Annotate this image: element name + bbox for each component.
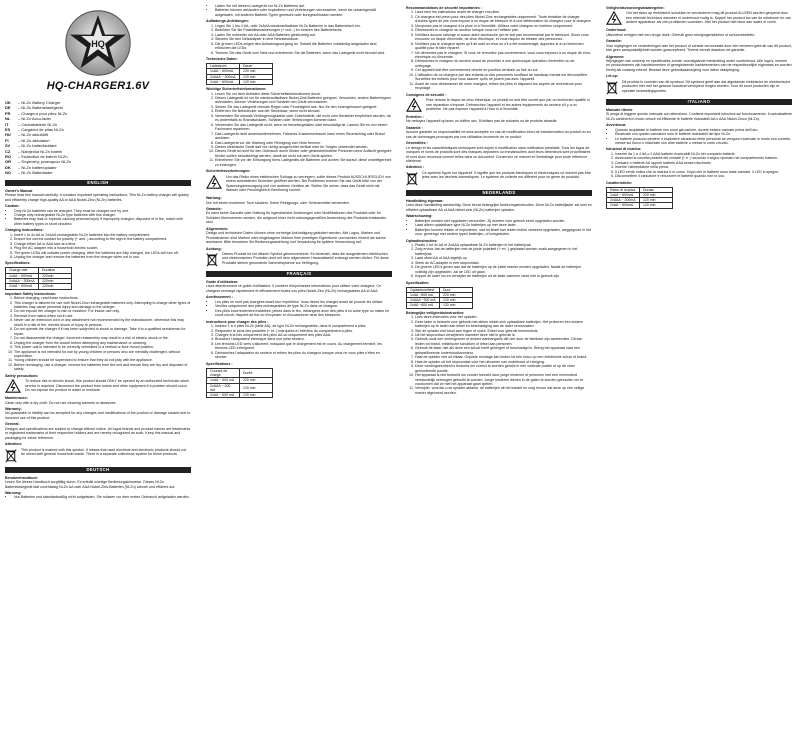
table-cell: Duration [39,268,72,273]
list-item: 3. Do not expose the charger to rain or moisture. For indoor use only. [14,309,191,313]
deutsch-warranty-heading: Garantie: [206,206,222,211]
language-title: Nabíječka Ni-Zn baterií [21,148,63,154]
list-item: 1. Plaats 1 tot 4x AA of 2xAAA oplaadbare Ni-Zn batterijen in het batterijvak. [415,243,592,247]
list-item: 2. Respectez le sens des polarités (+ et -) marquées à l'intérieur du compartiment à piles. [215,329,392,333]
italiano-charging-list [606,152,792,179]
language-title: Ni-Zn batterioplader [21,164,57,170]
language-code: NO [5,170,11,176]
english-maint-text: Clean only with a dry cloth. Do not use cleaning solvents or abrasives. [5,400,117,405]
english-attention-heading: Attention: [5,442,22,447]
list-item: 1. Before charging, read these instructions. [14,296,191,300]
nederlands-safety-heading: Belangrijke veiligheidsinstructies: [406,310,465,315]
list-item: 5. The green LEDs will indicate power charging. After the batteries are fully charged, the LEDs will turn off. [14,251,191,255]
list-item: 8. Unplug the charger from the socket before attempting any maintenance or cleaning. [14,341,191,345]
language-item: RO – Încărcător de baterii Ni-Zn [5,154,68,160]
list-item: 4. Steek de AC-adapter in een stopcontact. [415,261,592,265]
list-item: • Batteries may leak or explode causing personal injury if improperly charged, disposed of in fire, mixed with other battery types or short circuited. [14,217,191,226]
list-item: 10. Dieses Gerät ist nicht für den Gebrauch durch Kinder oder geistesbehinderte Personen ohne Aufsicht geeignet. Kinder sollten beaufsichtigt werden, damit sie nicht mit dem Gerät spielen. [215,149,392,158]
language-item: FI – Ni-Zn-akkulaturi [5,137,50,143]
list-item: 2. Ensure the correct contact for polarity (+ and -) according to the sign in the battery compartment. [14,237,191,241]
nederlands-manual-heading: Handleiding eigenaar: [406,198,444,203]
column-2 [206,4,392,726]
francais-maint-text: Ne nettoyez l'appareil qu'avec un chiffon sec. N'utilisez pas de solvants ou de produits abrasifs. [406,119,558,124]
list-item: 5. De groene LED's geven aan dat de batterijen op de juiste manier worden opgeladen. Nadat de batterijen volledig zijn opgeladen, zal de LED uit gaan. [415,265,592,274]
francais-charging-list [206,324,392,360]
table-cell: 120min [39,284,72,289]
table-cell: 2xAAA ~ 300mA [207,74,240,79]
language-item: UK – Ni-Zn Battery Charger [5,100,61,105]
francais-caution-list [206,300,392,318]
language-code: RO [5,154,11,160]
language-code: DE [5,105,11,111]
list-item: 3. Laden Sie entweder nur AA oder AAA Batterien gleichzeitig auf. [215,33,392,37]
deutsch-caution-list-cont [206,4,392,17]
deutsch-safety-list [206,92,392,168]
list-item: • Laden Sie mit diesem Ladegerät nur Ni-Zn Batterien auf. [215,4,392,8]
table-cell: 2xAA ~ 600mA [607,203,640,208]
italiano-spec-heading: Caratteristiche: [606,180,633,185]
table-cell: 1xAA ~ 600mA [6,273,39,278]
list-item: 6. Disconnettere il caricatore e rimuovere le batterie quando non in uso. [615,174,792,178]
list-item: 7. Das Ladegerät nicht auseinandernehmen. Falsches Zusammenbauen kann einen Stromschlag oder Brand auslösen. [215,132,392,141]
electric-warning-icon [406,98,422,112]
electric-warning-icon [606,11,622,25]
deutsch-attention-block [206,252,392,267]
list-item: 3. Charge either AA or AAA size at a time. [14,242,191,246]
francais-warning-block [406,98,592,113]
list-item: 5. N'utilisez aucune rallonge ni aucun autre accessoire qui ne soit pas recommandé par le fabricant. Sinon vous encourez un risque d'incendie, de choc électrique, et vous risquez de blesser des personnes. [415,33,592,42]
francais-warning-text: Pour réduire le risque de choc électrique, ce produit ne doit être ouvert que par un technicien qualifié si une réparation s'impose. Débranchez l'appareil et les autres équipements du secteur s'il y a un problème. Ne pas exposer l'appareil à l'eau ni à l'humidité. [426,98,590,111]
table-row [6,284,72,289]
table-cell: Duur [440,287,473,292]
list-item: 4. Branchez l'adaptateur électrique dans une prise secteur. [215,337,392,341]
table-cell: 2xAA ~ 600mA [207,79,240,84]
list-item: 2. Dieses Ladegerät ist nur für wiederaufladbare Nickel-Zink Batterien geeignet. Versuchen, andere Batterietypen aufzuladen, können Verletzungen und Schäden am Gerät verursachen. [215,96,392,105]
list-item: 4. Uit het stopcontact verwijderen wanneer deze niet in gebruik is. [415,333,592,337]
language-item: NL – Ni-Zn Accu-lader [5,116,52,122]
list-item: 5. Verwenden Sie niemals Verlängerungskabel oder Zubehörteile, die nicht vom Hersteller empfohlen wurden, da es andernfalls zu Brandschäden, Schäden oder Verletzungen kommen kann. [215,114,392,123]
list-item: • Ricaricate con questo caricatore solo le batterie ricaricabili del tipo Ni-Zn. [615,132,792,136]
column-1 [5,4,191,726]
language-code: SV [5,143,11,149]
list-item: • Veuillez uniquement des piles rechargeables de type Ni-Zn dans ce chargeur. [215,304,392,308]
nederlands-warning-block [606,11,792,26]
table-cell: 120 min [240,79,273,84]
language-code: GR [5,159,11,165]
list-item: 1. Lees deze instructies vóór het opladen. [415,315,592,319]
language-code: FR [5,110,11,116]
italiano-caution-heading: Avvertenza: [606,123,627,128]
english-manual-heading: Owner's Manual [5,188,33,193]
table-row [207,368,273,378]
nederlands-spec-table [406,287,473,309]
list-item: 5. Die grünen LEDs zeigen den Aufladungsvorgang an. Sobald die Batterien vollständig aufgeladen sind, erlöschen die LEDs. [215,42,392,51]
nederlands-caution-list [406,219,592,237]
deutsch-warning-heading: Sicherheitsvorkehrungen: [206,169,251,174]
section-bar-francais: FRANÇAIS [206,271,392,277]
language-item: DE – Ni-Zn Batterieladegerät [5,105,63,111]
francais-general-heading: Généralités : [406,141,428,146]
list-item: 1. Inserire da 1 a 4 AA o 2 AAA batterie ricaricabili Ni-Zn nel comparto batterie. [615,152,792,156]
table-cell: Charge rate [6,268,39,273]
table-cell: Courant de charge [207,368,240,378]
deutsch-maint-text: Nur mit einem trockenen Tuch säubern. Keine Reinigungs- oder Scheuermittel verwenden. [206,200,351,205]
list-item: 7. Haal de oplader niet uit elkaar. Onjuiste montage kan leiden tot een risico op een elektrische schok of brand. [415,355,592,359]
english-warning-block [5,379,191,394]
francais-warning-heading: Consignes de sécurité : [406,92,447,97]
list-item: 3. Laad ofwel AA of AAA tegelijk op. [415,256,592,260]
francais-manual-text: Lisez attentivement ce guide d'utilisateur. Il contient d'importantes informations pour utiliser votre chargeur. Ce chargeur recharge rapidement et efficacement toutes vos piles Nickel-Zinc (Ni-Zn) rechargeables AA et AAA. [206,284,381,293]
nederlands-attention-block [606,80,792,95]
english-warranty-heading: Warranty: [5,407,22,411]
electric-warning-icon [206,175,222,189]
language-title: Ni-Zn Accu-lader [21,116,52,122]
language-code: NL [5,116,11,122]
table-cell: Ladestrom [207,63,240,68]
language-title: Încărcător de baterii Ni-Zn [21,154,68,160]
language-code: HU [5,132,11,138]
list-item: 3. Caricare o batterie AA oppure batterie AAA senza mischiarle. [615,161,792,165]
table-cell: 120 min [240,74,273,79]
language-title: Ni-Zn akkutöltő [21,132,49,138]
table-cell: Durata [640,187,673,192]
table-cell: 220 min [240,378,273,383]
list-item: 6. N'utilisez pas le chargeur après qu'il ait subi un choc ou s'il a été endommagé. Apportez-le à un technicien qualifié pour le faire réparer. [415,42,592,51]
list-item: 1. Lesen Sie vor dem Aufladen diese Sicherheitsinformationen durch. [215,92,392,96]
list-item: 3. Stel de oplader niet bloot aan regen of vocht. Enkel voor gebruik binnenshuis. [415,329,592,333]
english-attention-block [5,448,191,463]
list-item: 6. Gebruik de lader niet als deze een schok heeft gekregen of beschadigd is. Breng het apparaat naar een gekwalificeerde onderhoudsmonteur. [415,346,592,355]
nederlands-spec-heading: Specificaties: [406,280,430,285]
column-3 [406,4,592,726]
table-cell: Oplaadsnelheid [407,287,440,292]
deutsch-spec-heading: Technische Daten: [206,56,238,61]
list-item: 8. Das Ladegerät vor der Wartung oder Reinigung vom Netz trennen. [215,141,392,145]
table-cell: 2xAA ~ 600mA [6,284,39,289]
list-item: 5. Les témoins LED verts s'allument, indiquant que le chargement est en cours. Au chargement terminé, les témoins LED s'éteignent. [215,342,392,351]
table-cell: 2xAA ~600 mA [407,303,440,308]
list-item: • Les piles ne sont pas chargées avant leur expédition. Vous devez les charger avant de pouvoir les utiliser. [215,300,392,304]
nederlands-caution-heading: Waarschuwing: [406,214,433,219]
language-title: Ni-Zn-akkulaturi [21,137,50,143]
list-item: 9. Deze voedingseenheid is bedoeld om correct te worden gericht in een verticale positie of op de vloer gemonteerde positie. [415,364,592,373]
list-item: 5. Gebruik nooit een verlengsnoer of andere aanhangsels die niet door de fabrikant zijn aanbevolen. Dit kan leiden tot brand, elektrische schokken of letsel aan personen. [415,337,592,346]
table-cell: 1xAA ~ 600mA [207,69,240,74]
list-item: 3. Setzen Sie das Ladegerät niemals Regen oder Feuchtigkeit aus. Nur für den Innengebrauch geeignet. [215,105,392,109]
table-cell: 120 min [440,298,473,303]
deutsch-general-text: Design und technische Daten können ohne vorherige Ankündigung geändert werden. Alle Logos, Marken und Produktnamen sind Marken oder eingetragene Marken ihrer jeweiligen Eigentümer und werden hiermit als solche anerkannt. Bitte bewahren Sie Bedienungsanleitung und Verpackung für spätere Verwendung auf. [206,231,386,245]
list-item: 5. Never use an extension cord or any attachment not recommended by the manufacturer, otherwise this may result in a risk of fire, electric shock or injury to persons. [14,318,191,327]
list-item: 1. Insérez 1 à 4 piles Ni-Zn (taille AA), de type Ni-Zn rechargeables, dans le compartiment à piles. [215,324,392,328]
list-item: 2. Ce chargeur est prévu pour des piles Nickel-Zinc rechargeables uniquement. Toute tentative de charger d'autres types de pile vous expose à un risque de blessure et à une détérioration du chargeur pour le chargeur. [415,15,592,24]
list-item: 3. N'exposez pas le chargeur à la pluie ni à l'humidité. Utilisez votre chargeur en intérieur uniquement. [415,24,592,28]
list-item: 11. Avant de vous débarrasser de votre chargeur, retirez les piles et disposez-les auprès de revendeurs pour recyclage. [415,82,592,91]
language-title: Φορτιστής μπαταριών Ni-Zn [21,159,72,165]
language-title: Ni-Zn Battery Charger [21,100,61,105]
deutsch-warning-block [206,175,392,194]
table-cell: 220 min [440,292,473,297]
list-item: 1. Lisez bien les instructions avant de charger vos piles. [415,10,592,14]
nederlands-warranty-text: Voor wijzigingen en veranderingen aan het product of schade veroorzaakt door een verkeerd gebruik van dit product, kan geen aansprakelijkheid worden geaccepteerd. Tevens vervalt daardoor de garantie. [606,43,792,53]
table-cell: 2xAAA ~ 300mA [6,279,39,284]
list-item: • Batterijen kunnen lekken of exploderen, wat tot letsel kan leiden indien verkeerd opgeladen, weggegooid in het vuur, gemengd met andere typen batterijen, of kortgesloten. [415,228,592,237]
francais-charging-heading: Instructions pour charger des piles : [206,319,269,324]
list-item: • Charge only rechargeable Ni-Zn type batteries with this charger. [14,213,191,217]
table-cell: 1xAA ~ 600 mA [207,378,240,383]
francais-attention-block [406,171,592,186]
language-title: Ni-Zn batteriladdare [21,143,57,149]
nederlands-safety-list [406,315,592,395]
francais-safety-list [406,10,592,90]
list-item: 1. Legen Sie 1 bis 4 AA- oder 2xAAA wiederaufladbare Ni-Zn Batterien in das Batteriefach ein. [215,24,392,28]
language-item: FR – Chargeur pour piles Ni-Zn [5,110,68,116]
francais-spec-heading: Spécifications : [206,361,233,366]
table-cell: 2xAAA ~ 300 mA [207,383,240,393]
english-warranty-text: No guarantee or liability can be accepted for any changes and modifications of the product or damage caused due to incorrect use of this product. [5,411,191,420]
nederlands-charging-heading: Oplaadinstructies: [406,238,438,243]
list-item: 6. Trennen Sie das Gerät vom Netz und entnehmen Sie die Batterien, wenn das Ladegerät nicht benutzt wird. [215,51,392,55]
table-cell: Rateo di ricarica [607,187,640,192]
francais-attention-heading: Attention : [406,165,424,170]
nederlands-charging-list [406,243,592,279]
list-item: 9. Dieses elektrische Gerät darf nur richtig ausgerichtet vertikal oder für Sorgen verwendet werden. [215,145,392,149]
language-title: Ni-Zn Batterieladegerät [21,105,63,111]
list-item: 6. Verwenden Sie das Ladegerät nicht, wenn es heruntergefallen oder beschädigt ist. Lassen Sie es von einem Fachmann reparieren. [215,123,392,132]
francais-warranty-text: Aucune garantie ou responsabilité ne sera acceptée en cas de modification et/ou de transformation du produit ou en cas de dommages provoqués par une utilisation incorrecte de ce produit. [406,130,591,139]
list-item: 5. Il LED verde indica che la ricarica è in corso. Dopo che le batterie sono state caricate, il LED si spegne. [615,170,792,174]
section-bar-nederlands: NEDERLANDS [406,190,592,196]
table-row [207,383,273,393]
list-item: 9. This power unit is intended to be correctly orientated in a vertical or floor mount position. [14,345,191,349]
svg-text:HQ: HQ [91,39,105,50]
model-name: HQ-CHARGER1.6V [46,80,150,92]
language-title: Cargador de pilas Ni-Zn [21,127,64,133]
deutsch-caution-heading: Warnung: [5,490,22,495]
english-general-text: Designs and specifications are subject to change without notice. All logos brands and product names are trademarks or registered trademarks of their respective holders and are hereby recognized as such. Keep this manual and packaging for future reference. [5,426,191,440]
list-item: • Laad alleen oplaadbare type Ni-Zn batterijen op met deze lader. [415,223,592,227]
deutsch-warranty-text: Es kann keine Garantie oder Haftung für irgendwelche Änderungen oder Modifikationen des Produkts oder für Schäden übernommen werden, die aufgrund einer nicht ordnungsgemäßen Anwendung des Produkts entstanden sind. [206,211,387,225]
list-item: • Quando acquistate le batterie non sono già cariche, dovete essere caricate prima dell'uso. [615,128,792,132]
language-item: SV – Ni-Zn batteriladdare [5,143,57,149]
language-item: GR – Φορτιστής μπαταριών Ni-Zn [5,159,72,165]
list-item: 7. Do not disassemble the charger. Incorrect reassembly may result in a risk of electric shock or fire. [14,336,191,340]
italiano-caution-list [606,128,792,146]
table-cell: 120 min [440,303,473,308]
section-bar-italiano: ITALIANO [606,99,792,105]
english-safety-heading: Important Safety Instructions: [5,291,57,296]
electric-warning-icon [5,379,21,393]
list-item: 3. Chargez à la fois uniquement des piles AA ou uniquement des piles AAA. [215,333,392,337]
list-item: 8. Débranchez le chargeur du secteur avant de procéder à une quelconque opération d'entretien ou de nettoyage. [415,59,592,68]
francais-general-text: Le design et les caractéristiques techniques sont sujets à modification sans notification préalable. Tous les logos de marques et noms de produits sont des marques déposées ou immatriculées dont leurs détenteurs sont propriétaires et sont donc reconnus comme telles dans ce document. Conservez ce manuel et l'emballage pour toute référence ultérieure. [406,145,591,163]
list-item: 10. Het apparaat is niet bedoeld om zonder toezicht door jonge kinderen of personen met een verminderd verstandelijk vermogen gebruikt te worden. Jonge kinderen dienen in de gaten te worden gehouden om te voorkomen dat ze met het apparaat gaan spelen. [415,373,592,386]
deutsch-manual-text: Lesen Sie dieses Handbuch sorgfältig durch. Es enthält wichtige Bedienungshinweise. Dieses Ni-Zn Batterieladegerät lädt zuverlässig Ni-Zn AA oder AAA Nickel-Zink-Batterien (Ni-Zn) schnell und effizient auf. [5,480,176,489]
table-cell: 120 min [640,198,673,203]
nederlands-general-text: Wijzigingen van ontwerp en specificaties zonder voorafgaande mededeling onder voorbehoud. Alle logo's, merken en productnamen zijn handelsmerken of geregistreerde handelsmerken van de respectievelijke eigenaars en worden hierbij als zodanig erkend. Bewaar deze gebruiksaanwijzing voor latere raadpleging. [606,59,792,72]
nederlands-warranty-heading: Garantie: [606,39,622,44]
list-item: 4. Entfernen Sie Netzstecker aus der Steckdose, wenn nicht benutzt. [215,109,392,113]
deutsch-manual-heading: Benutzerhandbuch [5,475,38,480]
francais-attention-text: Ce symbole figure sur l'appareil. Il signifie que les produits électriques et électroniques ne doivent pas être jetés avec les déchets domestiques. Le système de collecte est différent pour ce genre de produits. [422,170,591,180]
english-caution-list [5,209,191,227]
language-code: CZ [5,148,11,154]
english-charging-heading: Charging instructions: [5,228,44,233]
list-item: 6. Koppel de lader los en verwijder de batterijen uit de lader wanneer deze niet in gebruik zijn. [415,274,592,278]
language-title: Caricabatterie Ni-Zn [21,121,58,127]
english-spec-table [5,267,72,289]
table-row [407,303,473,308]
list-item: 7. Ne démontez pas le chargeur. Si vous ne remontez pas correctement, vous vous exposez à un risque de choc électrique ou d'incendie. [415,51,592,60]
language-code: IT [5,121,9,127]
deutsch-charging-heading: Aufladungs-Anleitungen: [206,19,249,24]
nederlands-manual-text: Lees deze handleiding aandachtig. Deze bevat belangrijke bedieningsinstructies. Deze Ni-Zn batterijlader zal snel en efficiënt oplaadbare AA of AAA nikkel-zink (Ni-Zn) batterijen opladen. [406,203,592,212]
weee-bin-icon [5,448,17,463]
nederlands-attention-heading: Let op: [606,74,618,79]
star-logo-icon [63,8,133,78]
language-item: DK – Ni-Zn batterioplader [5,164,57,170]
nederlands-maint-heading: Onderhoud: [606,28,627,33]
list-item: 2. Assicurarsi la corretta polarità dei contatti (+ e -) secondo il segno riportato nel compartimento batterie. [615,156,792,160]
list-item: • Le batterie possono perdere o esplodere causando ferite personali se vengono ricaricate in modo non corretto, messe sul fuoco o mischiate con altre batterie o messe in corto circuito. [615,137,792,146]
english-charging-list [5,233,191,260]
list-item: 4. Débranchez le chargeur du secteur lorsque vous ne l'utilisez pas. [415,28,592,32]
language-title: Chargeur pour piles Ni-Zn [21,110,68,116]
list-item: 11. Verwijder, voordat u uw oplader afdankt, de batterijen uit het toestel en zorg ervoor dat deze op een veilige manier afgevoerd worden. [415,386,592,395]
deutsch-general-heading: Allgemeines: [206,226,229,231]
english-warning-heading: Safety precautions: [5,373,39,378]
list-item: 10. L'utilisation de ce chargeur par des enfants ou des personnes souffrant de handicap mental est déconseillée. Surveillez les enfants pour vous assurer qu'ils ne jouent pas avec l'appareil. [415,73,592,82]
francais-maint-heading: Entretien : [406,114,424,119]
italiano-charging-heading: Istruzioni di ricarica: [606,147,642,152]
table-cell: 1xAA ~600 mA [407,292,440,297]
list-item: 8. Haal de oplader uit het stopcontact vóór het uitvoeren van onderhoud of reiniging. [415,360,592,364]
italiano-spec-table [606,187,673,209]
list-item: 11. Entnehmen Sie vor der Entsorgung Ihres Ladegeräts die Batterien und achten Sie darauf, diese umweltgerecht zu entsorgen. [215,158,392,167]
list-item: 12. Before recharging, use a charger, remove the batteries from the unit and ensure they are dry and disposed of safely. [14,363,191,372]
weee-bin-icon [406,171,418,186]
list-item: • Only Ni-Zn batteries can be charged. They must be charged one by one. [14,209,191,213]
section-bar-deutsch: DEUTSCH [5,467,191,473]
list-item: 6. Do not operate the charger if it has been subjected to shock or damage. Take it to a qualified serviceman for repair. [14,327,191,336]
table-cell: Durée [240,368,273,378]
weee-bin-icon [606,80,618,95]
language-code: ES [5,127,11,133]
deutsch-attention-text: Dieses Produkt ist mit diesem Symbol gekennzeichnet. Es bedeutet, dass die ausgedienten elektrischen und elektronischen Produkte nicht mit dem allgemeinen Haushaltsmüll entsorgt werden dürfen. Für diese Produkte stehen gesonderte Sammelsysteme zur Verfügung. [222,252,389,265]
deutsch-spec-table [206,63,273,85]
table-cell: 220 min [240,69,273,74]
francais-warranty-heading: Garantie : [406,125,423,130]
table-cell: Dauer [240,63,273,68]
nederlands-maint-text: Uitsluitend reinigen met een droge doek. Gebruik geen reinigingsmiddelen of schuurmiddelen. [606,32,756,37]
list-item: • Batterien können auslaufen oder explodieren und Verletzungen verursachen, wenn sie unsachgemäß aufgeladen, mit anderen Batterie-Typen gemischt oder kurzgeschlossen werden. [215,8,392,17]
table-cell: 220 min [640,192,673,197]
language-code: UK [5,100,11,105]
list-item: 1. Insert 1 to 4x AA or 2xAAA rechargeable Ni-Zn batteries into the battery compartment. [14,233,191,237]
weee-bin-icon [206,252,218,267]
table-row [607,203,673,208]
english-manual-text: Please read this manual carefully. It contains important operating instructions. This Ni-Zn battery charger will quickly and efficiently charge high-quality AA or AAA Nickel-Zinc (Ni-Zn) batteries. [5,193,189,202]
list-item: • Nur Batterien und standardmäßig nicht aufgeladen. Sie müssen vor dem ersten Gebrauch aufgeladen werden. [14,495,191,499]
english-caution-heading: Caution: [5,204,20,209]
francais-safety-heading: Recommandations de sécurité importantes : [406,6,482,10]
english-warning-text: To reduce risk of electric shock, this product should ONLY be opened by an authorized technician when service is required. Disconnect the product from mains and other equipment if a problem should occur. Do not expose the product to water or moisture. [25,379,190,393]
italiano-manual-text: Si prega di leggere questo manuale con attenzione. Contiene importanti istruzioni sul funzionamento. Il caricabatterie Ni-Zn caricherà in modo veloce ed efficiente le batterie ricaricabili AA o AAA Nickel-Zinco (Ni-Zn). [606,112,792,121]
language-list [5,100,191,176]
francais-manual-heading: Guide d'utilisateur: [206,280,239,285]
table-row [207,79,273,84]
language-title: Ni-Zn Batterilader [21,170,53,176]
language-code: FI [5,137,9,143]
table-cell: 1xAA ~ 600mA [607,192,640,197]
nederlands-warning-text: Om het risico op elektrische schokken te verminderen mag dit product ALLEEN worden geopend door een erkende technicus wanneer er onderhoud nodig is. Koppel het product los van de netstroom en van andere apparatuur als zich problemen voordoen. Stel het product niet bloot aan water of vocht. [626,11,792,25]
language-item: NO – Ni-Zn Batterilader [5,170,53,176]
english-spec-heading: Specifications: [5,261,31,266]
table-cell: 2xAAA ~ 300mA [607,198,640,203]
language-item: HU – Ni-Zn akkutöltő [5,132,49,138]
table-cell: 120min [39,279,72,284]
deutsch-caution-list [5,495,191,499]
italiano-manual-heading: Manuale Utente [606,107,633,112]
section-bar-english: ENGLISH [5,180,191,186]
list-item: 6. Débranchez l'adaptateur du secteur et retirez les piles du chargeur lorsque vous ne vous piles n'êtes en service. [215,351,392,360]
list-item: 9. Cet appareil doit être correctement orienté en position verticale ou fixé au sol. [415,68,592,72]
list-item: 4. Remove from mains when not in use. [14,314,191,318]
francais-spec-table [206,368,273,399]
list-item: 4. Plug the AC adapter into a household electric socket. [14,246,191,250]
nederlands-attention-text: Dit product is voorzien van dit symbool. Dit symbool geeft aan dat afgedankte elektrische en elektronische producten niet met het gewone huisafval verwijderd mogen worden. Voor dit soort producten zijn er speciale inzamelingspunten. [622,79,791,93]
list-item: • Des piles incorrectement installées, jetées dans le feu, mélangées avec des piles d'un autre type ou mises en court-circuit, risquent de fuir ou d'exploser et d'occasionner ainsi des blessures. [215,309,392,318]
francais-caution-heading: Avertissement : [206,295,233,300]
nederlands-warning-heading: Veiligheidsvoorzorgsmaatregelen: [606,6,665,10]
deutsch-charging-list [206,24,392,55]
list-item: • Batterijen worden niet opgeladen verzonden. Zij moeten vóór gebruik eerst opgeladen worden. [415,219,592,223]
table-row [207,393,273,398]
deutsch-maint-heading: Wartung: [206,196,222,201]
language-item: IT – Caricabatterie Ni-Zn [5,121,58,127]
english-attention-text: This product is marked with this symbol. It means that used electrical and electronic products should not be mixed with general household waste. There is a separate collections system for these products. [21,447,187,457]
language-code: DK [5,164,11,170]
list-item: 6. Unplug the charger and remove the batteries from the charger when not in use. [14,255,191,259]
table-cell: 220min [39,273,72,278]
table-cell: 2xAAA ~300 mA [407,298,440,303]
list-item: 2. This charger is tailored for use with Nickel-Zinc rechargeable batteries only. Attempting to charge other types of batteries may cause personal injury and damage to the charger. [14,301,191,310]
deutsch-attention-heading: Achtung: [206,246,222,251]
table-cell: 2xAA ~ 600 mA [207,393,240,398]
english-safety-list [5,296,191,372]
english-maint-heading: Maintenance: [5,396,28,401]
list-item: 11. Young children should be supervised to ensure that they do not play with the appliance. [14,358,191,362]
nederlands-general-heading: Algemeen: [606,54,625,59]
list-item: 2. Beachten Sie die Polaritätsmarkierungen (+ und -) im Inneren des Batteriefachs. [215,28,392,32]
list-item: 10. The appliance is not intended for use by young children or persons who are mentally challenged, without supervision. [14,350,191,359]
deutsch-warning-text: Um das Risiko eines elektrischen Schlags zu verringern, sollte dieses Produkt AUSSCHLIESSLICH von einem autorisierten Techniker geöffnet werden. Bei Problemen trennen Sie das Gerät bitte von der Spannungsversorgung und von anderen Geräten ab. Stellen Sie sicher, dass das Gerät nicht mit Wasser oder Feuchtigkeit in Berührung kommt. [226,174,391,193]
column-4 [606,4,792,726]
table-cell: 120 min [240,383,273,393]
table-cell: 120 min [240,393,273,398]
table-cell: 120 min [640,203,673,208]
list-item: 4. Stecken Sie den Netzadapter in eine Netzsteckdose. [215,37,392,41]
list-item: 2. Deze lader is bedoeld voor gebruik met alleen nikkel-zink oplaadbare batterijen. Het proberen een andere batterijen op te laden kan letsel en beschadiging aan de lader veroorzaken. [415,320,592,329]
language-item: CZ – Nabíječka Ni-Zn baterií [5,148,63,154]
list-item: 4. Inserire l'alimentatore nella presa. [615,165,792,169]
language-item: ES – Cargador de pilas Ni-Zn [5,127,64,133]
deutsch-safety-heading: Wichtige Sicherheitsinformationen: [206,87,267,92]
english-general-heading: General: [5,422,20,427]
list-item: 2. Zorg ervoor dat de batterijen met de juiste polariteit (+ en -) geplaatst worden zoals aangegeven in het batterijvak. [415,247,592,256]
